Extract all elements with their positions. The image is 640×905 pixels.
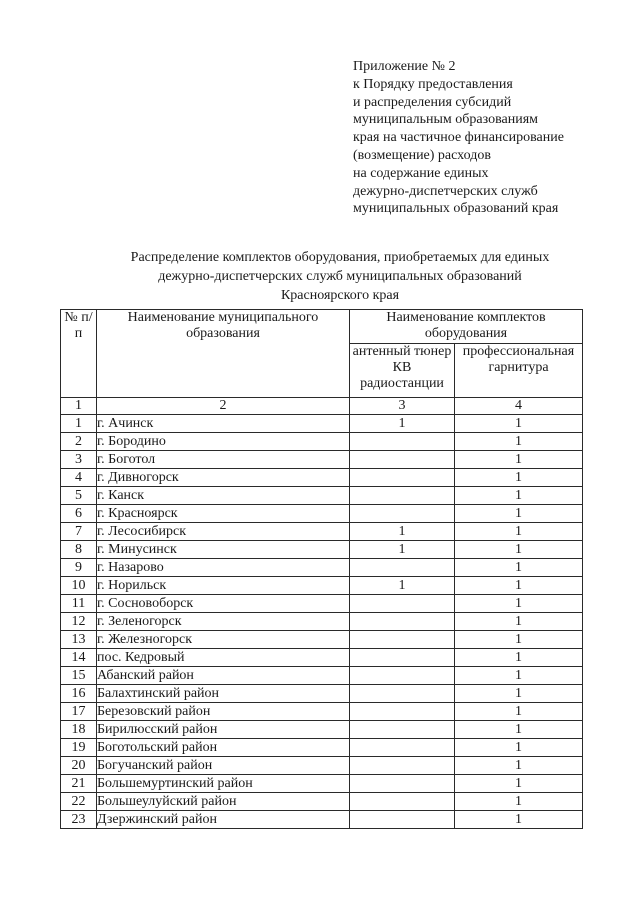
table-row: [61, 703, 583, 721]
column-index: 3: [350, 398, 455, 415]
municipality-name: г. Дивногорск: [97, 469, 350, 487]
table-row: [61, 469, 583, 487]
municipality-name: г. Железногорск: [97, 631, 350, 649]
table-row: [61, 613, 583, 631]
row-number: 19: [61, 739, 97, 757]
row-number: 18: [61, 721, 97, 739]
table-row: [61, 541, 583, 559]
municipality-name: Абанский район: [97, 667, 350, 685]
appendix-line: края на частичное финансирование: [353, 130, 564, 146]
row-number: 16: [61, 685, 97, 703]
column-index-row: [61, 398, 583, 415]
row-number: 21: [61, 775, 97, 793]
antenna-tuner-count: 1: [350, 577, 455, 595]
row-number: 20: [61, 757, 97, 775]
antenna-tuner-count: [350, 469, 455, 487]
antenna-tuner-count: [350, 487, 455, 505]
table-row: [61, 649, 583, 667]
antenna-tuner-count: 1: [350, 523, 455, 541]
municipality-name: Большеулуйский район: [97, 793, 350, 811]
municipality-name: пос. Кедровый: [97, 649, 350, 667]
antenna-tuner-count: [350, 757, 455, 775]
row-number: 2: [61, 433, 97, 451]
table-row: [61, 793, 583, 811]
municipality-name: г. Зеленогорск: [97, 613, 350, 631]
municipality-name: г. Боготол: [97, 451, 350, 469]
antenna-tuner-count: [350, 559, 455, 577]
municipality-name: Большемуртинский район: [97, 775, 350, 793]
headset-count: 1: [455, 649, 583, 667]
appendix-line: дежурно-диспетчерских служб: [353, 183, 538, 199]
appendix-line: муниципальным образованиям: [353, 112, 538, 128]
headset-count: 1: [455, 451, 583, 469]
municipality-name: г. Норильск: [97, 577, 350, 595]
table-row: [61, 487, 583, 505]
appendix-line: к Порядку предоставления: [353, 76, 513, 92]
municipality-name: Бирилюсский район: [97, 721, 350, 739]
table-row: [61, 811, 583, 829]
distribution-table: [60, 309, 583, 829]
headset-count: 1: [455, 595, 583, 613]
row-number: 17: [61, 703, 97, 721]
headset-count: 1: [455, 793, 583, 811]
headset-count: 1: [455, 433, 583, 451]
municipality-name: Дзержинский район: [97, 811, 350, 829]
row-number: 10: [61, 577, 97, 595]
row-number: 23: [61, 811, 97, 829]
antenna-tuner-count: [350, 505, 455, 523]
column-index: 1: [61, 398, 97, 415]
table-row: [61, 451, 583, 469]
row-number: 7: [61, 523, 97, 541]
headset-count: 1: [455, 469, 583, 487]
antenna-tuner-count: 1: [350, 415, 455, 433]
antenna-tuner-count: [350, 685, 455, 703]
municipality-name: г. Сосновоборск: [97, 595, 350, 613]
antenna-tuner-count: [350, 613, 455, 631]
column-index: 2: [97, 398, 350, 415]
municipality-name: г. Канск: [97, 487, 350, 505]
antenna-tuner-count: [350, 811, 455, 829]
header-municipality: Наименование муниципального образования: [97, 310, 350, 398]
municipality-name: Балахтинский район: [97, 685, 350, 703]
header-headset: профессиональная гарнитура: [455, 344, 583, 398]
antenna-tuner-count: [350, 649, 455, 667]
column-index: 4: [455, 398, 583, 415]
antenna-tuner-count: [350, 775, 455, 793]
headset-count: 1: [455, 757, 583, 775]
table-row: [61, 505, 583, 523]
antenna-tuner-count: [350, 793, 455, 811]
headset-count: 1: [455, 505, 583, 523]
row-number: 15: [61, 667, 97, 685]
row-number: 14: [61, 649, 97, 667]
row-number: 5: [61, 487, 97, 505]
headset-count: 1: [455, 685, 583, 703]
antenna-tuner-count: [350, 703, 455, 721]
header-equipment-group: Наименование комплектов оборудования: [350, 310, 583, 344]
table-row: [61, 433, 583, 451]
table-row: [61, 415, 583, 433]
header-antenna-tuner: антенный тюнер КВ радиостанции: [350, 344, 455, 398]
appendix-line: муниципальных образований края: [353, 201, 559, 217]
document-title: [60, 248, 620, 305]
row-number: 13: [61, 631, 97, 649]
municipality-name: г. Красноярск: [97, 505, 350, 523]
appendix-line: на содержание единых: [353, 165, 489, 181]
headset-count: 1: [455, 775, 583, 793]
headset-count: 1: [455, 559, 583, 577]
antenna-tuner-count: [350, 739, 455, 757]
headset-count: 1: [455, 667, 583, 685]
table-row: [61, 559, 583, 577]
antenna-tuner-count: 1: [350, 541, 455, 559]
appendix-line: и распределения субсидий: [353, 94, 512, 110]
headset-count: 1: [455, 487, 583, 505]
antenna-tuner-count: [350, 721, 455, 739]
headset-count: 1: [455, 613, 583, 631]
municipality-name: Боготольский район: [97, 739, 350, 757]
table-row: [61, 667, 583, 685]
headset-count: 1: [455, 415, 583, 433]
table-row: [61, 577, 583, 595]
municipality-name: г. Ачинск: [97, 415, 350, 433]
headset-count: 1: [455, 721, 583, 739]
table-row: [61, 523, 583, 541]
row-number: 22: [61, 793, 97, 811]
antenna-tuner-count: [350, 595, 455, 613]
antenna-tuner-count: [350, 433, 455, 451]
headset-count: 1: [455, 541, 583, 559]
row-number: 8: [61, 541, 97, 559]
table-row: [61, 721, 583, 739]
row-number: 11: [61, 595, 97, 613]
headset-count: 1: [455, 739, 583, 757]
table-row: [61, 595, 583, 613]
headset-count: 1: [455, 577, 583, 595]
municipality-name: г. Назарово: [97, 559, 350, 577]
table-row: [61, 757, 583, 775]
row-number: 4: [61, 469, 97, 487]
row-number: 6: [61, 505, 97, 523]
municipality-name: Березовский район: [97, 703, 350, 721]
headset-count: 1: [455, 811, 583, 829]
row-number: 12: [61, 613, 97, 631]
title-line: дежурно-диспетчерских служб муниципальных образований: [158, 269, 522, 284]
appendix-line: Приложение № 2: [353, 59, 456, 74]
municipality-name: Богучанский район: [97, 757, 350, 775]
title-line: Красноярского края: [280, 288, 400, 303]
appendix-header: [353, 58, 633, 218]
row-number: 9: [61, 559, 97, 577]
appendix-line: (возмещение) расходов: [353, 147, 491, 163]
headset-count: 1: [455, 631, 583, 649]
antenna-tuner-count: [350, 667, 455, 685]
row-number: 1: [61, 415, 97, 433]
table-row: [61, 775, 583, 793]
table-body: [61, 415, 583, 829]
row-number: 3: [61, 451, 97, 469]
headset-count: 1: [455, 523, 583, 541]
header-number: № п/п: [61, 310, 97, 398]
municipality-name: г. Минусинск: [97, 541, 350, 559]
municipality-name: г. Бородино: [97, 433, 350, 451]
antenna-tuner-count: [350, 451, 455, 469]
table-row: [61, 631, 583, 649]
table-row: [61, 739, 583, 757]
table-row: [61, 685, 583, 703]
headset-count: 1: [455, 703, 583, 721]
title-line: Распределение комплектов оборудования, приобретаемых для единых: [130, 250, 550, 265]
municipality-name: г. Лесосибирск: [97, 523, 350, 541]
antenna-tuner-count: [350, 631, 455, 649]
